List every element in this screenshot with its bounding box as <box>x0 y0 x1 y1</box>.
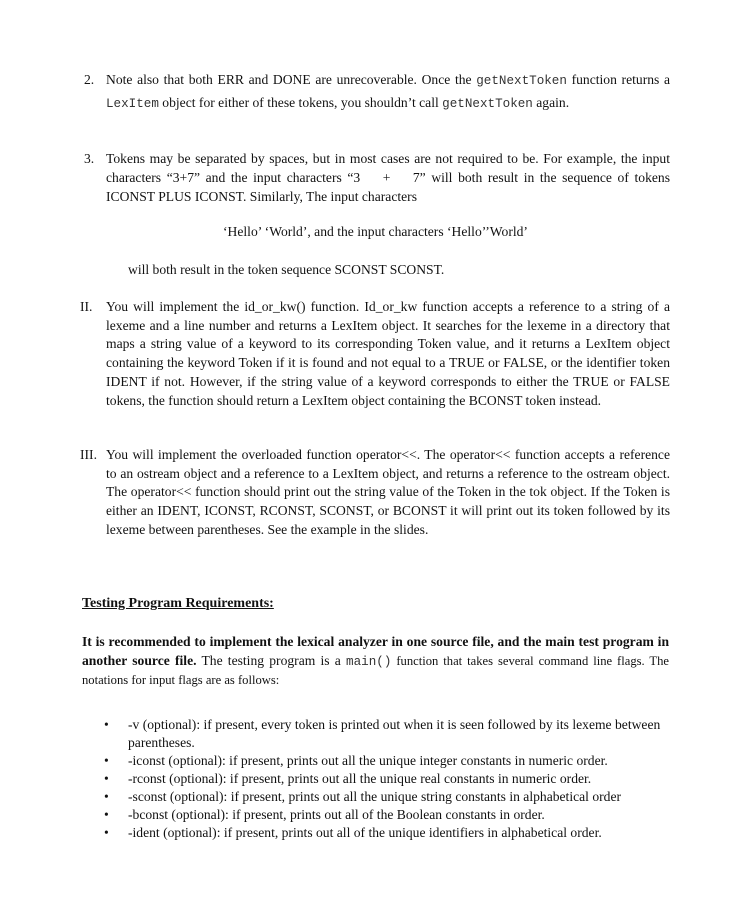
bullet-text: -bconst (optional): if present, prints out all of the Boolean constants in order. <box>128 806 545 822</box>
list-item <box>104 806 674 824</box>
roman-text: You will implement the overloaded function operator<<. The operator<< function accepts a reference to an ostream object and a reference to a LexItem object, and returns a reference to the ostream object. The operator<< function should print out the string value of the Token in the tok object. If the Token is either an IDENT, ICONST, RCONST, SCONST, or BCONST it will print out its token followed by its lexeme between parentheses. See the example in the slides. <box>106 447 670 537</box>
list-number: 3. <box>84 151 95 166</box>
item-text: Tokens may be separated by spaces, but in most cases are not required to be. For example, the input characters “3+7” and the input characters “3 + 7” will both result in the sequence of tokens ICONST PLUS ICONST. Similarly, The input characters <box>106 151 674 204</box>
example-line: ‘Hello’ ‘World’, and the input characters ‘Hello’’World’ <box>223 224 528 239</box>
roman-item-ii <box>80 298 670 410</box>
bullet-icon: • <box>104 752 109 768</box>
bullet-icon: • <box>104 717 109 732</box>
bullet-icon: • <box>104 770 109 786</box>
roman-item-iii <box>80 446 670 540</box>
bullet-text: -iconst (optional): if present, prints out all the unique integer constants in numeric order. <box>128 752 608 768</box>
intro-text: function that takes several command line flags. The notations for input flags are as follows: <box>82 653 669 688</box>
list-number: 2. <box>84 72 95 87</box>
bullet-icon: • <box>104 806 109 822</box>
bullet-text: -sconst (optional): if present, prints out all the unique string constants in alphabetical order <box>128 788 622 804</box>
code-getnexttoken: getNextToken <box>442 97 533 111</box>
result-line: will both result in the token sequence SCONST SCONST. <box>128 262 445 277</box>
item-text: Note also that both ERR and DONE are unrecoverable. Once the <box>106 72 477 87</box>
list-item <box>104 788 674 806</box>
section-heading: Testing Program Requirements: <box>82 596 274 611</box>
list-item <box>104 752 674 770</box>
item-text: again. <box>532 95 570 110</box>
code-getnexttoken: getNextToken <box>476 74 567 88</box>
bullet-icon: • <box>104 824 109 840</box>
flags-list <box>104 716 674 842</box>
bullet-text: -v (optional): if present, every token is printed out when it is seen followed by its lexeme between parentheses. <box>128 717 661 750</box>
list-item <box>104 824 674 842</box>
bullet-icon: • <box>104 788 109 804</box>
intro-bold: It is recommended to implement the lexical analyzer in one source file, and the main test program in another source file. <box>82 634 669 668</box>
roman-numeral: III. <box>80 447 97 462</box>
roman-text: You will implement the id_or_kw() function. Id_or_kw function accepts a reference to a string of a lexeme and a line number and returns a LexItem object. It searches for the lexeme in a directory that maps a string value of a keyword to its corresponding Token value, and it returns a LexItem object containing the keyword Token if it is found and not equal to a TRUE or FALSE, or the identifier token IDENT if not. However, if the string value of a keyword corresponds to either the TRUE or FALSE tokens, the function should return a LexItem object containing the BCONST token instead. <box>106 299 670 408</box>
list-item <box>104 770 674 788</box>
intro-text: The testing program is a <box>196 652 347 668</box>
list-item-3 <box>84 149 674 206</box>
code-lexitem: LexItem <box>106 97 159 111</box>
item-text: object for either of these tokens, you shouldn’t call <box>158 95 443 110</box>
code-main: main() <box>346 654 392 669</box>
bullet-text: -ident (optional): if present, prints out all of the unique identifiers in alphabetical order. <box>128 824 602 840</box>
roman-numeral: II. <box>80 299 93 314</box>
list-item <box>104 716 674 751</box>
intro-paragraph <box>82 633 669 690</box>
item-text: function returns a <box>566 72 671 87</box>
bullet-text: -rconst (optional): if present, prints out all the unique real constants in numeric order. <box>128 770 592 786</box>
list-item-2 <box>84 69 671 115</box>
